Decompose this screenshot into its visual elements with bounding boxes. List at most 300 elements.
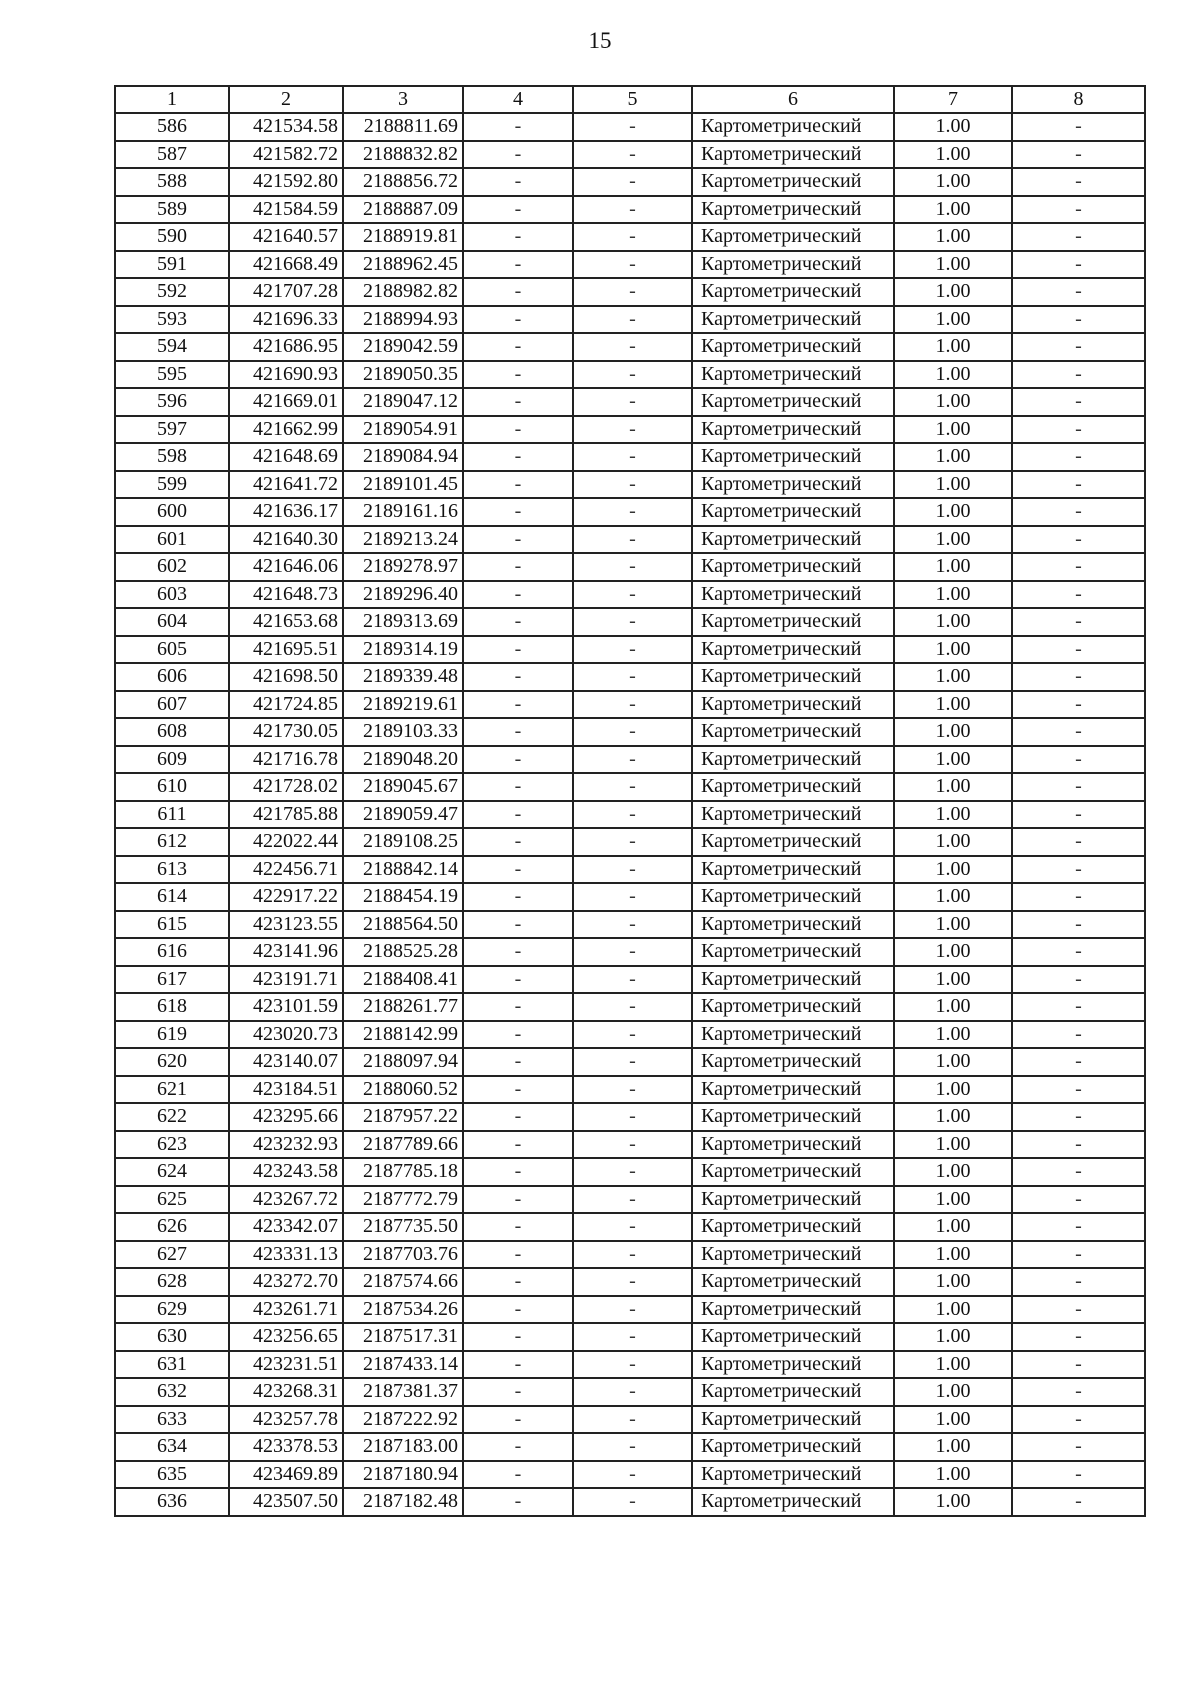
y-coordinate-cell: 2187180.94 [343,1461,463,1489]
accuracy-cell: 1.00 [894,1076,1012,1104]
col8-cell: - [1012,581,1145,609]
y-coordinate-cell: 2188811.69 [343,113,463,141]
table-row [115,223,1145,251]
col4-cell: - [463,856,573,884]
table-row [115,746,1145,774]
method-cell: Картометрический [692,828,894,856]
x-coordinate-cell: 423020.73 [229,1021,343,1049]
y-coordinate-cell: 2187703.76 [343,1241,463,1269]
x-coordinate-cell: 422022.44 [229,828,343,856]
col5-cell: - [573,1406,692,1434]
table-row [115,691,1145,719]
y-coordinate-cell: 2188962.45 [343,251,463,279]
col5-cell: - [573,1213,692,1241]
accuracy-cell: 1.00 [894,1131,1012,1159]
method-cell: Картометрический [692,416,894,444]
table-row [115,251,1145,279]
col5-cell: - [573,1433,692,1461]
accuracy-cell: 1.00 [894,141,1012,169]
col5-cell: - [573,1488,692,1516]
point-number-cell: 633 [115,1406,229,1434]
accuracy-cell: 1.00 [894,168,1012,196]
col5-cell: - [573,773,692,801]
point-number-cell: 596 [115,388,229,416]
accuracy-cell: 1.00 [894,801,1012,829]
accuracy-cell: 1.00 [894,1268,1012,1296]
table-row [115,883,1145,911]
col8-cell: - [1012,443,1145,471]
table-row [115,1406,1145,1434]
method-cell: Картометрический [692,608,894,636]
point-number-cell: 605 [115,636,229,664]
col5-cell: - [573,828,692,856]
table-row [115,416,1145,444]
x-coordinate-cell: 423295.66 [229,1103,343,1131]
column-header: 7 [894,86,1012,113]
accuracy-cell: 1.00 [894,498,1012,526]
point-number-cell: 630 [115,1323,229,1351]
y-coordinate-cell: 2187789.66 [343,1131,463,1159]
accuracy-cell: 1.00 [894,993,1012,1021]
col4-cell: - [463,1241,573,1269]
table-row [115,1103,1145,1131]
method-cell: Картометрический [692,443,894,471]
point-number-cell: 631 [115,1351,229,1379]
table-row [115,471,1145,499]
method-cell: Картометрический [692,1131,894,1159]
col4-cell: - [463,1131,573,1159]
col4-cell: - [463,801,573,829]
method-cell: Картометрический [692,1076,894,1104]
col5-cell: - [573,471,692,499]
col4-cell: - [463,1378,573,1406]
accuracy-cell: 1.00 [894,333,1012,361]
method-cell: Картометрический [692,1433,894,1461]
col4-cell: - [463,1433,573,1461]
accuracy-cell: 1.00 [894,1488,1012,1516]
point-number-cell: 613 [115,856,229,884]
y-coordinate-cell: 2188994.93 [343,306,463,334]
col4-cell: - [463,388,573,416]
y-coordinate-cell: 2188856.72 [343,168,463,196]
col8-cell: - [1012,1296,1145,1324]
col8-cell: - [1012,828,1145,856]
col5-cell: - [573,636,692,664]
y-coordinate-cell: 2188097.94 [343,1048,463,1076]
accuracy-cell: 1.00 [894,1461,1012,1489]
col8-cell: - [1012,471,1145,499]
col8-cell: - [1012,1488,1145,1516]
column-header: 2 [229,86,343,113]
table-row [115,1323,1145,1351]
col8-cell: - [1012,498,1145,526]
method-cell: Картометрический [692,911,894,939]
col4-cell: - [463,196,573,224]
col8-cell: - [1012,938,1145,966]
point-number-cell: 627 [115,1241,229,1269]
x-coordinate-cell: 421641.72 [229,471,343,499]
col8-cell: - [1012,636,1145,664]
table-row [115,498,1145,526]
point-number-cell: 603 [115,581,229,609]
point-number-cell: 595 [115,361,229,389]
accuracy-cell: 1.00 [894,938,1012,966]
col4-cell: - [463,278,573,306]
x-coordinate-cell: 421668.49 [229,251,343,279]
y-coordinate-cell: 2189042.59 [343,333,463,361]
y-coordinate-cell: 2189313.69 [343,608,463,636]
table-row [115,1433,1145,1461]
method-cell: Картометрический [692,691,894,719]
col5-cell: - [573,278,692,306]
accuracy-cell: 1.00 [894,718,1012,746]
x-coordinate-cell: 423231.51 [229,1351,343,1379]
col4-cell: - [463,636,573,664]
col5-cell: - [573,856,692,884]
x-coordinate-cell: 423184.51 [229,1076,343,1104]
method-cell: Картометрический [692,306,894,334]
point-number-cell: 598 [115,443,229,471]
table-row [115,993,1145,1021]
col8-cell: - [1012,113,1145,141]
method-cell: Картометрический [692,1296,894,1324]
table-row [115,581,1145,609]
table-row [115,828,1145,856]
point-number-cell: 623 [115,1131,229,1159]
point-number-cell: 588 [115,168,229,196]
method-cell: Картометрический [692,196,894,224]
col8-cell: - [1012,526,1145,554]
point-number-cell: 587 [115,141,229,169]
method-cell: Картометрический [692,993,894,1021]
method-cell: Картометрический [692,278,894,306]
y-coordinate-cell: 2188408.41 [343,966,463,994]
point-number-cell: 599 [115,471,229,499]
y-coordinate-cell: 2189339.48 [343,663,463,691]
point-number-cell: 636 [115,1488,229,1516]
point-number-cell: 604 [115,608,229,636]
col8-cell: - [1012,196,1145,224]
col5-cell: - [573,1186,692,1214]
col4-cell: - [463,251,573,279]
method-cell: Картометрический [692,1048,894,1076]
table-row [115,773,1145,801]
y-coordinate-cell: 2188525.28 [343,938,463,966]
col8-cell: - [1012,333,1145,361]
table-row [115,1296,1145,1324]
point-number-cell: 625 [115,1186,229,1214]
x-coordinate-cell: 421584.59 [229,196,343,224]
y-coordinate-cell: 2187381.37 [343,1378,463,1406]
y-coordinate-cell: 2187517.31 [343,1323,463,1351]
table-row [115,443,1145,471]
col5-cell: - [573,113,692,141]
method-cell: Картометрический [692,1213,894,1241]
y-coordinate-cell: 2187735.50 [343,1213,463,1241]
table-row [115,306,1145,334]
col5-cell: - [573,1048,692,1076]
col8-cell: - [1012,1323,1145,1351]
method-cell: Картометрический [692,1103,894,1131]
method-cell: Картометрический [692,388,894,416]
y-coordinate-cell: 2189108.25 [343,828,463,856]
accuracy-cell: 1.00 [894,1021,1012,1049]
y-coordinate-cell: 2188060.52 [343,1076,463,1104]
x-coordinate-cell: 421728.02 [229,773,343,801]
accuracy-cell: 1.00 [894,663,1012,691]
col5-cell: - [573,608,692,636]
x-coordinate-cell: 423232.93 [229,1131,343,1159]
table-row [115,911,1145,939]
table-row [115,856,1145,884]
x-coordinate-cell: 423257.78 [229,1406,343,1434]
col4-cell: - [463,828,573,856]
table-row [115,1048,1145,1076]
method-cell: Картометрический [692,1186,894,1214]
accuracy-cell: 1.00 [894,1158,1012,1186]
table-row [115,1268,1145,1296]
method-cell: Картометрический [692,223,894,251]
col5-cell: - [573,1241,692,1269]
col5-cell: - [573,251,692,279]
col5-cell: - [573,1021,692,1049]
point-number-cell: 622 [115,1103,229,1131]
point-number-cell: 590 [115,223,229,251]
x-coordinate-cell: 421724.85 [229,691,343,719]
page-number: 15 [588,28,612,53]
col8-cell: - [1012,361,1145,389]
point-number-cell: 602 [115,553,229,581]
x-coordinate-cell: 421707.28 [229,278,343,306]
x-coordinate-cell: 421636.17 [229,498,343,526]
accuracy-cell: 1.00 [894,636,1012,664]
col5-cell: - [573,1103,692,1131]
method-cell: Картометрический [692,581,894,609]
y-coordinate-cell: 2189219.61 [343,691,463,719]
col4-cell: - [463,1048,573,1076]
y-coordinate-cell: 2189161.16 [343,498,463,526]
point-number-cell: 591 [115,251,229,279]
col5-cell: - [573,938,692,966]
col5-cell: - [573,361,692,389]
x-coordinate-cell: 421698.50 [229,663,343,691]
y-coordinate-cell: 2187222.92 [343,1406,463,1434]
col5-cell: - [573,883,692,911]
column-header: 4 [463,86,573,113]
x-coordinate-cell: 423123.55 [229,911,343,939]
col8-cell: - [1012,746,1145,774]
accuracy-cell: 1.00 [894,526,1012,554]
point-number-cell: 597 [115,416,229,444]
y-coordinate-cell: 2187574.66 [343,1268,463,1296]
accuracy-cell: 1.00 [894,828,1012,856]
method-cell: Картометрический [692,746,894,774]
column-header: 3 [343,86,463,113]
table-row [115,938,1145,966]
point-number-cell: 621 [115,1076,229,1104]
y-coordinate-cell: 2189314.19 [343,636,463,664]
method-cell: Картометрический [692,636,894,664]
accuracy-cell: 1.00 [894,251,1012,279]
point-number-cell: 616 [115,938,229,966]
col4-cell: - [463,1323,573,1351]
col5-cell: - [573,223,692,251]
col5-cell: - [573,526,692,554]
col8-cell: - [1012,718,1145,746]
y-coordinate-cell: 2187772.79 [343,1186,463,1214]
accuracy-cell: 1.00 [894,966,1012,994]
col5-cell: - [573,1351,692,1379]
x-coordinate-cell: 423191.71 [229,966,343,994]
point-number-cell: 632 [115,1378,229,1406]
x-coordinate-cell: 421716.78 [229,746,343,774]
point-number-cell: 624 [115,1158,229,1186]
point-number-cell: 626 [115,1213,229,1241]
col8-cell: - [1012,1406,1145,1434]
y-coordinate-cell: 2188142.99 [343,1021,463,1049]
y-coordinate-cell: 2188454.19 [343,883,463,911]
accuracy-cell: 1.00 [894,883,1012,911]
col8-cell: - [1012,306,1145,334]
col5-cell: - [573,691,692,719]
x-coordinate-cell: 423331.13 [229,1241,343,1269]
accuracy-cell: 1.00 [894,911,1012,939]
col8-cell: - [1012,1076,1145,1104]
x-coordinate-cell: 421534.58 [229,113,343,141]
method-cell: Картометрический [692,663,894,691]
col4-cell: - [463,718,573,746]
x-coordinate-cell: 423378.53 [229,1433,343,1461]
col5-cell: - [573,333,692,361]
point-number-cell: 615 [115,911,229,939]
col8-cell: - [1012,966,1145,994]
col8-cell: - [1012,883,1145,911]
y-coordinate-cell: 2189059.47 [343,801,463,829]
accuracy-cell: 1.00 [894,1048,1012,1076]
point-number-cell: 593 [115,306,229,334]
point-number-cell: 606 [115,663,229,691]
method-cell: Картометрический [692,1378,894,1406]
accuracy-cell: 1.00 [894,746,1012,774]
col4-cell: - [463,526,573,554]
y-coordinate-cell: 2189050.35 [343,361,463,389]
point-number-cell: 592 [115,278,229,306]
x-coordinate-cell: 423101.59 [229,993,343,1021]
col5-cell: - [573,1296,692,1324]
accuracy-cell: 1.00 [894,608,1012,636]
column-header: 6 [692,86,894,113]
x-coordinate-cell: 423141.96 [229,938,343,966]
y-coordinate-cell: 2187433.14 [343,1351,463,1379]
table-row [115,361,1145,389]
accuracy-cell: 1.00 [894,553,1012,581]
col8-cell: - [1012,416,1145,444]
col4-cell: - [463,1268,573,1296]
col5-cell: - [573,1076,692,1104]
col4-cell: - [463,1461,573,1489]
y-coordinate-cell: 2188261.77 [343,993,463,1021]
col5-cell: - [573,801,692,829]
point-number-cell: 608 [115,718,229,746]
point-number-cell: 607 [115,691,229,719]
col4-cell: - [463,966,573,994]
col8-cell: - [1012,993,1145,1021]
point-number-cell: 629 [115,1296,229,1324]
y-coordinate-cell: 2189045.67 [343,773,463,801]
x-coordinate-cell: 421669.01 [229,388,343,416]
x-coordinate-cell: 423507.50 [229,1488,343,1516]
method-cell: Картометрический [692,1241,894,1269]
point-number-cell: 620 [115,1048,229,1076]
col5-cell: - [573,1461,692,1489]
col4-cell: - [463,333,573,361]
col8-cell: - [1012,911,1145,939]
accuracy-cell: 1.00 [894,1351,1012,1379]
x-coordinate-cell: 421653.68 [229,608,343,636]
method-cell: Картометрический [692,333,894,361]
method-cell: Картометрический [692,471,894,499]
x-coordinate-cell: 421690.93 [229,361,343,389]
x-coordinate-cell: 421696.33 [229,306,343,334]
y-coordinate-cell: 2189047.12 [343,388,463,416]
accuracy-cell: 1.00 [894,1241,1012,1269]
col4-cell: - [463,1351,573,1379]
y-coordinate-cell: 2188832.82 [343,141,463,169]
col5-cell: - [573,553,692,581]
table-row [115,1158,1145,1186]
col5-cell: - [573,993,692,1021]
col8-cell: - [1012,663,1145,691]
method-cell: Картометрический [692,168,894,196]
method-cell: Картометрический [692,498,894,526]
col4-cell: - [463,911,573,939]
col8-cell: - [1012,1158,1145,1186]
col4-cell: - [463,471,573,499]
point-number-cell: 610 [115,773,229,801]
table-row [115,553,1145,581]
point-number-cell: 614 [115,883,229,911]
x-coordinate-cell: 421640.57 [229,223,343,251]
table-row [115,1488,1145,1516]
col4-cell: - [463,1021,573,1049]
table-row [115,333,1145,361]
x-coordinate-cell: 423267.72 [229,1186,343,1214]
accuracy-cell: 1.00 [894,388,1012,416]
table-header-row [115,86,1145,113]
coordinates-table [114,85,1146,1517]
accuracy-cell: 1.00 [894,471,1012,499]
accuracy-cell: 1.00 [894,1433,1012,1461]
table-row [115,1021,1145,1049]
col4-cell: - [463,883,573,911]
table-row [115,1213,1145,1241]
y-coordinate-cell: 2189084.94 [343,443,463,471]
method-cell: Картометрический [692,361,894,389]
x-coordinate-cell: 423268.31 [229,1378,343,1406]
table-row [115,966,1145,994]
x-coordinate-cell: 421730.05 [229,718,343,746]
col8-cell: - [1012,1461,1145,1489]
accuracy-cell: 1.00 [894,416,1012,444]
col8-cell: - [1012,1268,1145,1296]
col4-cell: - [463,306,573,334]
table-row [115,636,1145,664]
col8-cell: - [1012,553,1145,581]
col5-cell: - [573,581,692,609]
col5-cell: - [573,1131,692,1159]
col5-cell: - [573,306,692,334]
col8-cell: - [1012,1351,1145,1379]
